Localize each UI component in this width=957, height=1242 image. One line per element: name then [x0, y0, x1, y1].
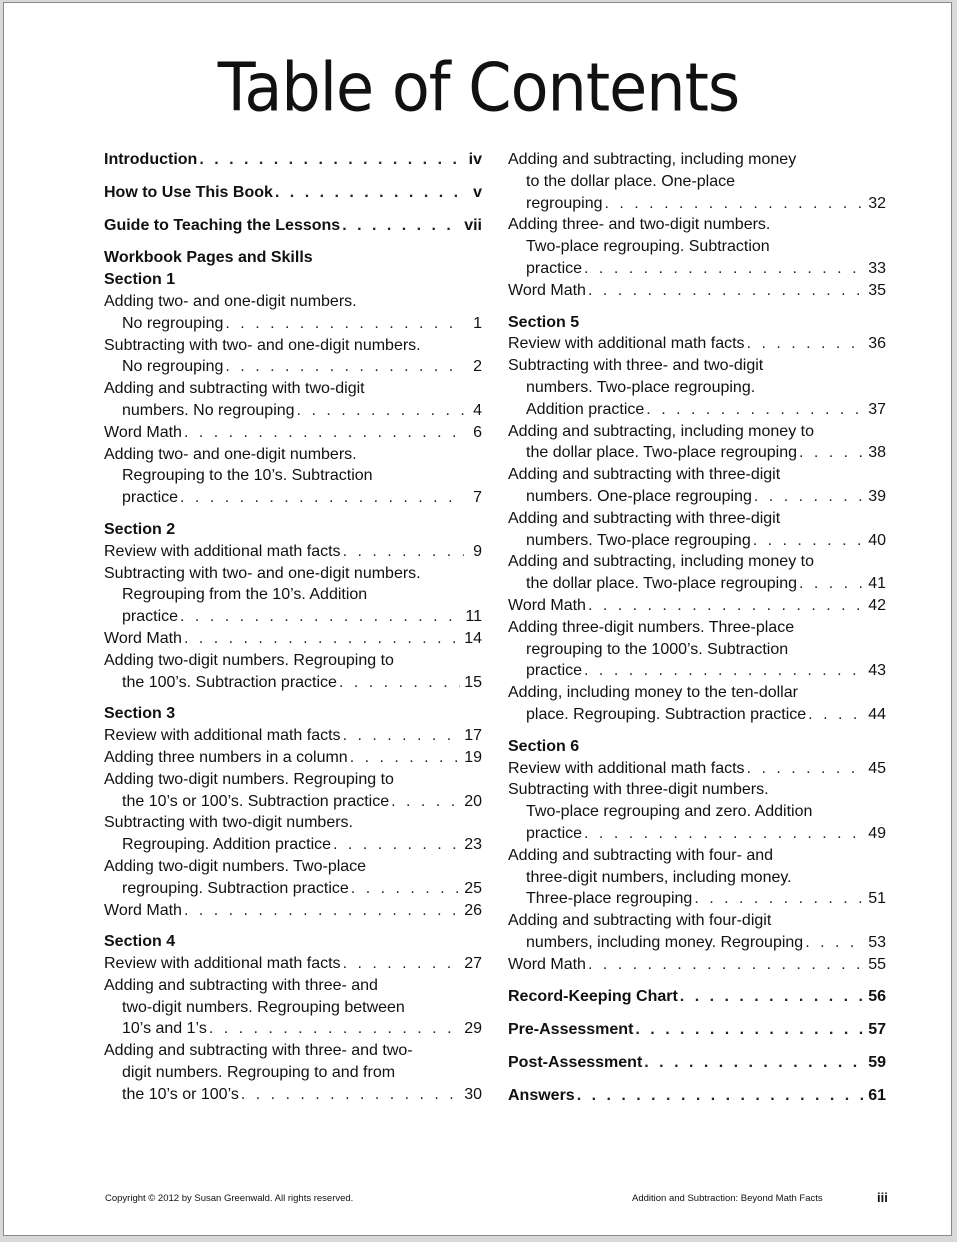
toc-entry[interactable] [104, 628, 482, 650]
entry-line: practice [122, 608, 179, 626]
page-number: 45 [868, 759, 886, 777]
toc-entry-post-assessment[interactable]: Post-Assessment . . . 59 [508, 1052, 886, 1074]
toc-entry-record-keeping[interactable]: Record-Keeping Chart . . . 56 [508, 986, 886, 1008]
section-heading: Section 5 [508, 313, 580, 331]
entry-line: digit numbers. Regrouping to and from [122, 1064, 396, 1082]
entry-line: Word Math [104, 423, 182, 441]
entry-line: Adding two- and one-digit numbers. [104, 445, 357, 463]
entry-line: numbers. One-place regrouping [526, 487, 752, 505]
entry-line: the dollar place. Two-place regrouping [526, 444, 797, 462]
entry-line: Word Math [104, 629, 182, 647]
entry-line: numbers, including money. Regrouping [526, 933, 804, 951]
entry-line: Adding three numbers in a column [104, 748, 348, 766]
entry-line: the 10’s or 100’s [122, 1085, 239, 1103]
document-page [3, 2, 952, 1236]
entry-line: Adding and subtracting, including money to [508, 422, 814, 440]
entry-line: Subtracting with two-digit numbers. [104, 814, 353, 832]
entry-line: Two-place regrouping and zero. Addition [526, 803, 813, 821]
toc-entry-introduction[interactable]: Introduction . . . iv [104, 149, 482, 171]
entry-line: Addition practice [526, 400, 645, 418]
page-number: 44 [868, 705, 886, 723]
page-number: 40 [868, 531, 886, 549]
entry-line: Word Math [104, 901, 182, 919]
entry-line: Adding and subtracting with four-digit [508, 912, 772, 930]
footer-page-number: iii [877, 1190, 888, 1205]
entry-line: Adding two-digit numbers. Regrouping to [104, 770, 394, 788]
toc-entry[interactable] [508, 149, 886, 214]
page-number: 51 [868, 890, 886, 908]
entry-line: Word Math [508, 596, 586, 614]
toc-entry[interactable] [508, 333, 886, 355]
entry-line: numbers. Two-place regrouping [526, 531, 751, 549]
entry-line: Word Math [508, 955, 586, 973]
page-number: 6 [473, 423, 482, 441]
page-number: 2 [473, 358, 482, 376]
entry-line: Adding and subtracting, including money [508, 151, 797, 168]
entry-line: practice [122, 489, 179, 507]
entry-line: Adding and subtracting with four- and [508, 846, 774, 864]
entry-line: Review with additional math facts [508, 335, 745, 353]
entry-line: Adding and subtracting with three-digit [508, 509, 781, 527]
entry-line: Subtracting with two- and one-digit numbers. [104, 564, 421, 582]
section-heading: Section 2 [104, 520, 176, 538]
entry-line: Regrouping to the 10’s. Subtraction [122, 467, 373, 485]
entry-line: Subtracting with three-digit numbers. [508, 781, 769, 799]
toc-entry[interactable] [104, 953, 482, 975]
page-number: 32 [868, 194, 886, 212]
entry-line: No regrouping [122, 358, 224, 376]
entry-line: regrouping to the 1000’s. Subtraction [526, 640, 789, 658]
section-heading: Section 4 [104, 933, 176, 951]
page-number: 36 [868, 335, 886, 353]
toc-entry[interactable] [508, 280, 886, 302]
page-number: 4 [473, 401, 482, 419]
workbook-heading: Workbook Pages and Skills [104, 249, 313, 267]
toc-entry[interactable] [508, 758, 886, 780]
entry-line: Review with additional math facts [104, 727, 341, 745]
entry-line: the 10’s or 100’s. Subtraction practice [122, 792, 390, 810]
toc-entry[interactable] [104, 975, 482, 1040]
entry-line: numbers. Two-place regrouping. [526, 378, 756, 396]
page-number: 55 [868, 955, 886, 973]
page-number: 39 [868, 487, 886, 505]
toc-entry[interactable] [508, 779, 886, 844]
entry-line: Adding three- and two-digit numbers. [508, 216, 771, 234]
page-number: 15 [464, 673, 482, 691]
entry-line: two-digit numbers. Regrouping between [122, 998, 405, 1016]
entry-line: the 100’s. Subtraction practice [122, 673, 337, 691]
entry-line: Subtracting with three- and two-digit [508, 357, 764, 375]
footer-book-title: Addition and Subtraction: Beyond Math Facts [632, 1193, 823, 1204]
entry-line: Adding and subtracting, including money to [508, 553, 814, 571]
entry-line: Word Math [508, 281, 586, 299]
entry-line: practice [526, 662, 583, 680]
entry-line: Adding two-digit numbers. Two-place [104, 857, 367, 875]
toc-entry[interactable] [104, 769, 482, 813]
page-number: 38 [868, 444, 886, 462]
page-number: 53 [868, 933, 886, 951]
entry-line: Two-place regrouping. Subtraction [526, 238, 770, 256]
page-number: 26 [464, 901, 482, 919]
entry-line: Review with additional math facts [104, 542, 341, 560]
page-number: 49 [868, 824, 886, 842]
toc-entry[interactable] [508, 954, 886, 976]
entry-line: practice [526, 259, 583, 277]
page-number: 25 [464, 879, 482, 897]
page-number: 9 [473, 542, 482, 560]
entry-line: three-digit numbers, including money. [526, 868, 792, 886]
toc-entry[interactable] [508, 845, 886, 910]
toc-entry-pre-assessment[interactable]: Pre-Assessment . . . 57 [508, 1019, 886, 1041]
toc-entry[interactable] [508, 910, 886, 954]
footer-copyright: Copyright © 2012 by Susan Greenwald. All rights reserved. [105, 1193, 354, 1204]
toc-left-column [104, 149, 482, 1106]
page-number: 35 [868, 281, 886, 299]
entry-line: practice [526, 824, 583, 842]
entry-line: numbers. No regrouping [122, 401, 295, 419]
toc-entry[interactable] [508, 595, 886, 617]
toc-entry[interactable] [508, 464, 886, 508]
entry-line: Adding and subtracting with three- and two- [104, 1042, 413, 1060]
entry-line: regrouping. Subtraction practice [122, 879, 349, 897]
section-heading: Section 1 [104, 271, 176, 289]
toc-entry[interactable] [104, 650, 482, 694]
toc-entry[interactable] [104, 563, 482, 628]
page-number: 7 [473, 489, 482, 507]
entry-line: Adding two- and one-digit numbers. [104, 292, 357, 310]
page-number: 19 [464, 748, 482, 766]
toc-entry[interactable] [508, 551, 886, 595]
page-number: 43 [868, 662, 886, 680]
page-number: 27 [464, 955, 482, 973]
page-number: 20 [464, 792, 482, 810]
toc-entry[interactable] [104, 541, 482, 563]
entry-line: Regrouping from the 10’s. Addition [122, 586, 368, 604]
toc-entry[interactable] [104, 335, 482, 379]
entry-line: Adding and subtracting with three- and [104, 976, 378, 994]
toc-entry-answers[interactable]: Answers . . . 61 [508, 1085, 886, 1107]
page-number: 41 [868, 575, 886, 593]
page-number: 37 [868, 400, 886, 418]
toc-entry[interactable] [104, 1040, 482, 1105]
toc-entry[interactable] [104, 856, 482, 900]
section-heading: Section 3 [104, 705, 176, 723]
page-number: 1 [473, 314, 482, 332]
entry-line: 10’s and 1’s [122, 1020, 207, 1038]
toc-entry[interactable] [104, 900, 482, 922]
toc-entry[interactable] [508, 617, 886, 682]
entry-line: regrouping [526, 194, 603, 212]
entry-line: Review with additional math facts [104, 955, 341, 973]
entry-line: Adding and subtracting with two-digit [104, 380, 365, 398]
toc-entry-guide[interactable]: Guide to Teaching the Lessons . . . vii [104, 215, 482, 237]
toc-entry[interactable] [104, 378, 482, 422]
toc-entry[interactable] [508, 421, 886, 465]
entry-line: Subtracting with two- and one-digit numbers. [104, 336, 421, 354]
entry-line: Regrouping. Addition practice [122, 836, 332, 854]
toc-entry[interactable] [104, 291, 482, 335]
entry-line: Review with additional math facts [508, 759, 745, 777]
entry-line: to the dollar place. One-place [526, 172, 736, 190]
toc-entry[interactable] [104, 422, 482, 444]
entry-line: Adding, including money to the ten-dollar [508, 684, 798, 702]
toc-entry[interactable] [508, 355, 886, 420]
section-heading: Section 6 [508, 737, 580, 755]
page-title: Table of Contents [217, 48, 740, 127]
page-number: 30 [464, 1085, 482, 1103]
entry-line: Adding and subtracting with three-digit [508, 466, 781, 484]
page-number: 17 [464, 727, 482, 745]
page-number: 14 [464, 629, 482, 647]
page-number: 42 [868, 596, 886, 614]
toc-right-column [508, 149, 886, 1107]
toc-entry[interactable] [508, 508, 886, 552]
entry-line: place. Regrouping. Subtraction practice [526, 705, 807, 723]
toc-entry[interactable] [104, 725, 482, 747]
entry-line: Adding two-digit numbers. Regrouping to [104, 651, 394, 669]
toc-entry[interactable] [104, 747, 482, 769]
page-number: 33 [868, 259, 886, 277]
toc-entry-how-to-use[interactable]: How to Use This Book . . . v [104, 182, 482, 204]
entry-line: No regrouping [122, 314, 224, 332]
entry-line: Three-place regrouping [526, 890, 693, 908]
page-number: 23 [464, 836, 482, 854]
page-number: 29 [464, 1020, 482, 1038]
entry-line: the dollar place. Two-place regrouping [526, 575, 797, 593]
toc-entry[interactable] [508, 214, 886, 279]
toc-entry[interactable] [508, 682, 886, 726]
toc-entry[interactable] [104, 444, 482, 509]
toc-entry[interactable] [104, 812, 482, 856]
entry-line: Adding three-digit numbers. Three-place [508, 618, 795, 636]
page-number: 11 [465, 608, 482, 626]
